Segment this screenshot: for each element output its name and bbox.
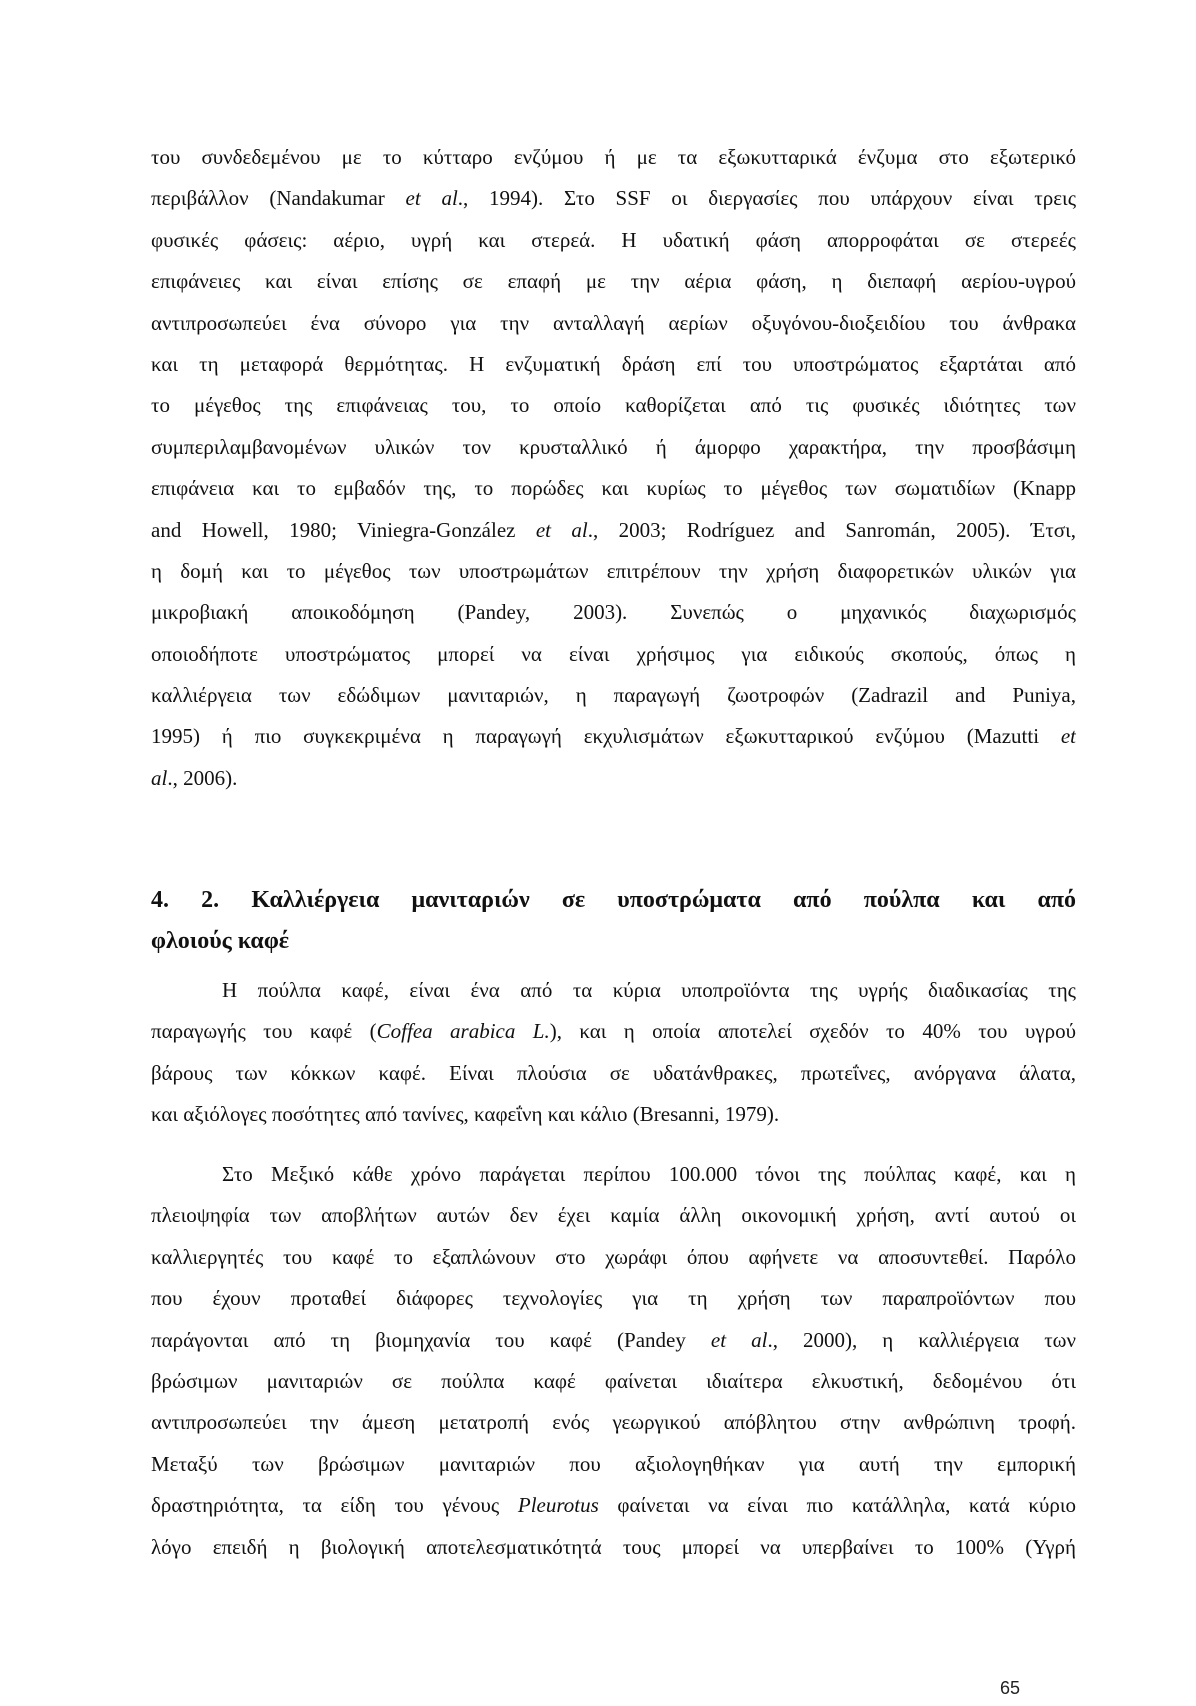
text-run: βάρους των κόκκων καφέ. Είναι πλούσια σε υδατάνθρακες, πρωτεΐνες, ανόργανα άλατα, [151, 1060, 1076, 1085]
text-run: ., 2000), η καλλιέργεια των [767, 1327, 1076, 1352]
italic-text: al [151, 765, 168, 790]
text-run: φυσικές φάσεις: αέριο, υγρή και στερεά. Η υδατική φάση απορροφάται σε στερεές [151, 227, 1076, 252]
text-run: Στο Μεξικό κάθε χρόνο παράγεται περίπου 100.000 τόνοι της πούλπας καφέ, και η [222, 1162, 1076, 1186]
text-run: επιφάνεια και το εμβαδόν της, το πορώδες και κυρίως το μέγεθος των σωματιδίων (Knapp [151, 476, 1076, 501]
text-run: και αξιόλογες ποσότητες από τανίνες, καφεΐνη και κάλιο (Bresanni, 1979). [151, 1102, 780, 1127]
text-run: μικροβιακή αποικοδόμηση (Pandey, 2003). Συνεπώς ο μηχανικός διαχωρισμός [151, 600, 1076, 625]
text-run: παράγονται από τη βιομηχανία του καφέ (Pandey [151, 1327, 711, 1352]
text-line [151, 1053, 1076, 1094]
text-run: ., 1994). Στο SSF οι διεργασίες που υπάρχουν είναι τρεις [457, 186, 1076, 211]
text-run: πλειοψηφία των αποβλήτων αυτών δεν έχει καμία άλλη οικονομική χρήση, αντί αυτού οι [151, 1203, 1076, 1228]
text-run: η δομή και το μέγεθος των υποστρωμάτων επιτρέπουν την χρήση διαφορετικών υλικών για [151, 558, 1076, 583]
text-line [151, 468, 1076, 509]
text-run: καλλιεργητές του καφέ το εξαπλώνουν στο χωράφι όπου αφήνετε να αποσυντεθεί. Παρόλο [151, 1244, 1076, 1269]
text-run: οποιοδήποτε υποστρώματος μπορεί να είναι χρήσιμος για ειδικούς σκοπούς, όπως η [151, 641, 1076, 666]
text-run: καλλιέργεια των εδώδιμων μανιταριών, η παραγωγή ζωοτροφών (Zadrazil and Puniya, [151, 683, 1076, 708]
paragraph-mexico-coffee [151, 1154, 1076, 1568]
text-line [151, 970, 1076, 1011]
text-run: αντιπροσωπεύει την άμεση μετατροπή ενός γεωργικού απόβλητου στην ανθρώπινη τροφή. [151, 1410, 1076, 1435]
text-line [151, 1237, 1076, 1278]
text-line [151, 427, 1076, 468]
text-line [151, 137, 1076, 178]
text-run: δραστηριότητα, τα είδη του γένους [151, 1493, 518, 1518]
text-run: συμπεριλαμβανομένων υλικών τον κρυσταλλικό ή άμορφο χαρακτήρα, την προσβάσιμη [151, 434, 1076, 459]
italic-text: Pleurotus [517, 1493, 599, 1518]
text-line [151, 1320, 1076, 1361]
text-line [151, 1361, 1076, 1402]
text-line [151, 1485, 1076, 1526]
text-line [151, 261, 1076, 302]
text-line [151, 634, 1076, 675]
text-run: παραγωγής του καφέ ( [151, 1019, 377, 1044]
text-line [151, 385, 1076, 426]
text-run: το μέγεθος της επιφάνειας του, το οποίο καθορίζεται από τις φυσικές ιδιότητες των [151, 393, 1076, 418]
text-run: που έχουν προταθεί διάφορες τεχνολογίες για τη χρήση των παραπροϊόντων που [151, 1286, 1076, 1311]
text-line [151, 1402, 1076, 1443]
text-run: λόγο επειδή η βιολογική αποτελεσματικότητά τους μπορεί να υπερβαίνει το 100% (Υγρή [151, 1534, 1076, 1559]
text-run: και τη μεταφορά θερμότητας. Η ενζυματική δράση επί του υποστρώματος εξαρτάται από [151, 351, 1076, 376]
text-run: Μεταξύ των βρώσιμων μανιταριών που αξιολογηθήκαν για αυτή την εμπορική [151, 1451, 1076, 1476]
text-run: and Howell, 1980; Viniegra-González [151, 517, 536, 542]
text-line [151, 1094, 1076, 1135]
text-line [151, 1527, 1076, 1568]
text-run: ., 2003; Rodríguez and Sanromán, 2005). Έτσι, [587, 517, 1076, 542]
text-run: Η πούλπα καφέ, είναι ένα από τα κύρια υποπροϊόντα της υγρής διαδικασίας της [222, 978, 1076, 1002]
text-run: 1995) ή πιο συγκεκριμένα η παραγωγή εκχυλισμάτων εξωκυτταρικού ενζύμου (Mazutti [151, 724, 1061, 749]
text-line [151, 1444, 1076, 1485]
text-line [151, 1154, 1076, 1195]
italic-text: et al [535, 517, 588, 542]
text-run: αντιπροσωπεύει ένα σύνορο για την ανταλλαγή αερίων οξυγόνου-διοξειδίου του άνθρακα [151, 310, 1076, 335]
paragraph-ssf-phases [151, 137, 1076, 799]
italic-text: et al [710, 1327, 768, 1352]
section-heading-line-1: 4. 2. Καλλιέργεια μανιταριών σε υποστρώματα από πούλπα και από [151, 887, 1076, 913]
text-run: επιφάνειες και είναι επίσης σε επαφή με την αέρια φάση, η διεπαφή αερίου-υγρού [151, 269, 1076, 294]
section-heading [151, 880, 1076, 962]
page-number: 65 [1000, 1678, 1021, 1698]
text-run: βρώσιμων μανιταριών σε πούλπα καφέ φαίνεται ιδιαίτερα ελκυστική, δεδομένου ότι [151, 1368, 1076, 1393]
text-line [151, 551, 1076, 592]
text-line [151, 178, 1076, 219]
text-line [151, 510, 1076, 551]
text-run: ., 2006). [167, 765, 238, 790]
paragraph-coffee-pulp [151, 970, 1076, 1136]
text-line [151, 592, 1076, 633]
text-line [151, 1011, 1076, 1052]
text-line [151, 716, 1076, 757]
text-line [151, 220, 1076, 261]
text-line [151, 1278, 1076, 1319]
text-run: ), και η οποία αποτελεί σχεδόν το 40% του υγρού [549, 1019, 1076, 1044]
section-heading-line-2: φλοιούς καφέ [151, 928, 290, 954]
text-line [151, 344, 1076, 385]
text-line [151, 758, 1076, 799]
text-line [151, 1195, 1076, 1236]
italic-text: Coffea arabica L. [376, 1019, 550, 1044]
text-run: του συνδεδεμένου με το κύτταρο ενζύμου ή με τα εξωκυτταρικά ένζυμα στο εξωτερικό [151, 145, 1076, 169]
text-line [151, 303, 1076, 344]
italic-text: et al [405, 186, 458, 211]
text-run: περιβάλλον (Nandakumar [151, 186, 406, 211]
italic-text: et [1060, 724, 1076, 749]
text-run: φαίνεται να είναι πιο κατάλληλα, κατά κύριο [598, 1493, 1076, 1518]
text-line [151, 675, 1076, 716]
